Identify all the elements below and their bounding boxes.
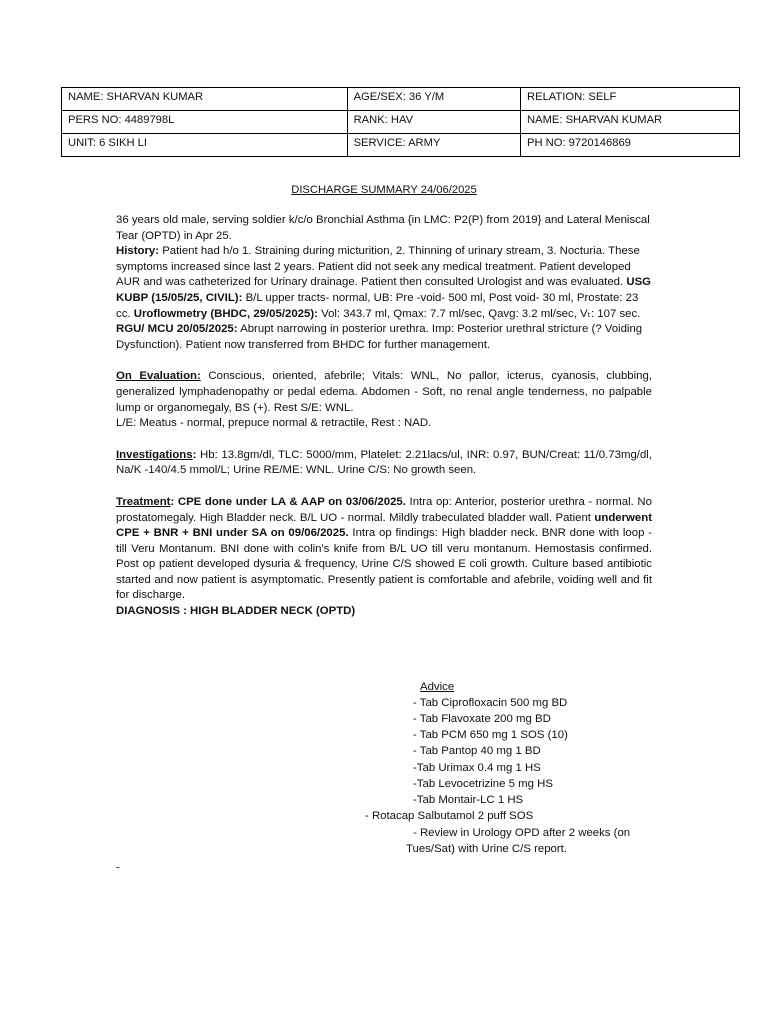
patient-name-cell: NAME: SHARVAN KUMAR xyxy=(62,88,348,111)
evaluation-label: On Evaluation: xyxy=(116,370,201,383)
advice-item: - Tab PCM 650 mg 1 SOS (10) xyxy=(413,729,568,741)
treatment-bold-2: underwent CPE + BNR + BNI under SA on 09/06/2025. xyxy=(116,511,652,540)
history-label: History: xyxy=(116,245,160,258)
investigations-label: Investigations xyxy=(116,448,193,461)
history-paragraph xyxy=(116,244,652,353)
advice-item: -Tab Levocetrizine 5 mg HS xyxy=(413,778,553,790)
unit-cell: UNIT: 6 SIKH LI xyxy=(62,134,348,157)
table-row xyxy=(62,88,740,111)
uroflowmetry-label: Uroflowmetry (BHDC, 29/05/2025): xyxy=(133,307,318,320)
treatment-paragraph xyxy=(116,495,652,604)
advice-item: - Tab Pantop 40 mg 1 BD xyxy=(413,745,541,757)
evaluation-paragraph xyxy=(116,369,652,416)
usg-label: USG KUBP (15/05/25, CIVIL): xyxy=(116,276,652,304)
advice-item: - Rotacap Salbutamol 2 puff SOS xyxy=(365,810,534,822)
treatment-label: Treatment xyxy=(116,495,171,508)
advice-item: - Review in Urology OPD after 2 weeks (on xyxy=(413,827,631,839)
treatment-bold-1: : CPE done under LA & AAP on 03/06/2025. xyxy=(170,495,406,508)
history-text: Patient had h/o 1. Straining during micturition, 2. Thinning of urinary stream, 3. Nocturia. These symptoms increased since last 2 years. Patient did not seek any medical treatment. Patient developed AUR and was catheterized for Urinary drainage. Patient then consulted Urologist and was evaluated. xyxy=(116,245,640,289)
rgu-text: Abrupt narrowing in posterior urethra. Imp: Posterior urethral stricture (? Voiding Dysfunction). Patient now transferred from BHDC for further management. xyxy=(116,323,643,351)
trailing-mark: ˜ xyxy=(116,866,120,877)
uroflowmetry-text: Vol: 343.7 ml, Qmax: 7.7 ml/sec, Qavg: 3.2 ml/sec, Vₜ: 107 sec. xyxy=(317,307,641,320)
treatment-text-2: Intra op findings: High bladder neck. BNR done with loop - till Veru Montanum. BNI done with colin's knife from B/L UO till veru montanum. Hemostasis confirmed. Post op patient developed dysuria & frequency, Urine C/S showed E coli growth. Culture based antibiotic started and now patient is asymptomatic. Presently patient is comfortable and afebrile, voiding well and fit for discharge. xyxy=(116,527,652,602)
summary-body xyxy=(116,213,652,620)
advice-item: -Tab Urimax 0.4 mg 1 HS xyxy=(413,762,541,774)
advice-item: - Tab Flavoxate 200 mg BD xyxy=(413,713,551,725)
patient-info-table xyxy=(61,87,740,157)
phone-cell: PH NO: 9720146869 xyxy=(521,134,740,157)
evaluation-text: Conscious, oriented, afebrile; Vitals: WNL, No pallor, icterus, cyanosis, clubbing, generalized lymphadenopathy or pedal edema. Abdomen - Soft, no renal angle tenderness, no palpable lump or organomegaly, BS (+). Rest S/E: WNL. xyxy=(116,370,652,414)
intro-paragraph: 36 years old male, serving soldier k/c/o Bronchial Asthma {in LMC: P2(P) from 2019} and Lateral Meniscal Tear (OPTD) in Apr 25. xyxy=(116,214,650,242)
local-exam-line: L/E: Meatus - normal, prepuce normal & retractile, Rest : NAD. xyxy=(116,417,432,430)
advice-item: - Tab Ciprofloxacin 500 mg BD xyxy=(413,697,568,709)
service-cell: SERVICE: ARMY xyxy=(347,134,520,157)
investigations-paragraph xyxy=(116,448,652,479)
advice-item: Tues/Sat) with Urine C/S report. xyxy=(406,843,567,855)
rgu-label: RGU/ MCU 20/05/2025: xyxy=(116,323,238,336)
relation-cell: RELATION: SELF xyxy=(521,88,740,111)
table-row xyxy=(62,111,740,134)
advice-heading: Advice xyxy=(420,681,455,693)
treatment-text-1: Intra op: Anterior, posterior urethra - normal. No prostatomegaly. High Bladder neck. B/L UO - normal. Mildly trabeculated bladder wall. Patient xyxy=(116,495,652,524)
pers-no-cell: PERS NO: 4489798L xyxy=(62,111,348,134)
advice-item: -Tab Montair-LC 1 HS xyxy=(413,794,524,806)
investigations-text: Hb: 13.8gm/dl, TLC: 5000/mm, Platelet: 2.21lacs/ul, INR: 0.97, BUN/Creat: 11/0.73mg/dl, Na/K -140/4.5 mmol/L; Urine RE/ME: WNL. Urine C/S: No growth seen. xyxy=(116,448,652,477)
diagnosis-line: DIAGNOSIS : HIGH BLADDER NECK (OPTD) xyxy=(116,605,356,618)
usg-text: B/L upper tracts- normal, UB: Pre -void- 500 ml, Post void- 30 ml, Prostate: 23 cc. xyxy=(116,291,639,320)
age-sex-cell: AGE/SEX: 36 Y/M xyxy=(347,88,520,111)
holder-name-cell: NAME: SHARVAN KUMAR xyxy=(521,111,740,134)
investigations-colon: : xyxy=(192,448,197,461)
table-row xyxy=(62,134,740,157)
rank-cell: RANK: HAV xyxy=(347,111,520,134)
document-title: DISCHARGE SUMMARY 24/06/2025 xyxy=(291,184,477,196)
